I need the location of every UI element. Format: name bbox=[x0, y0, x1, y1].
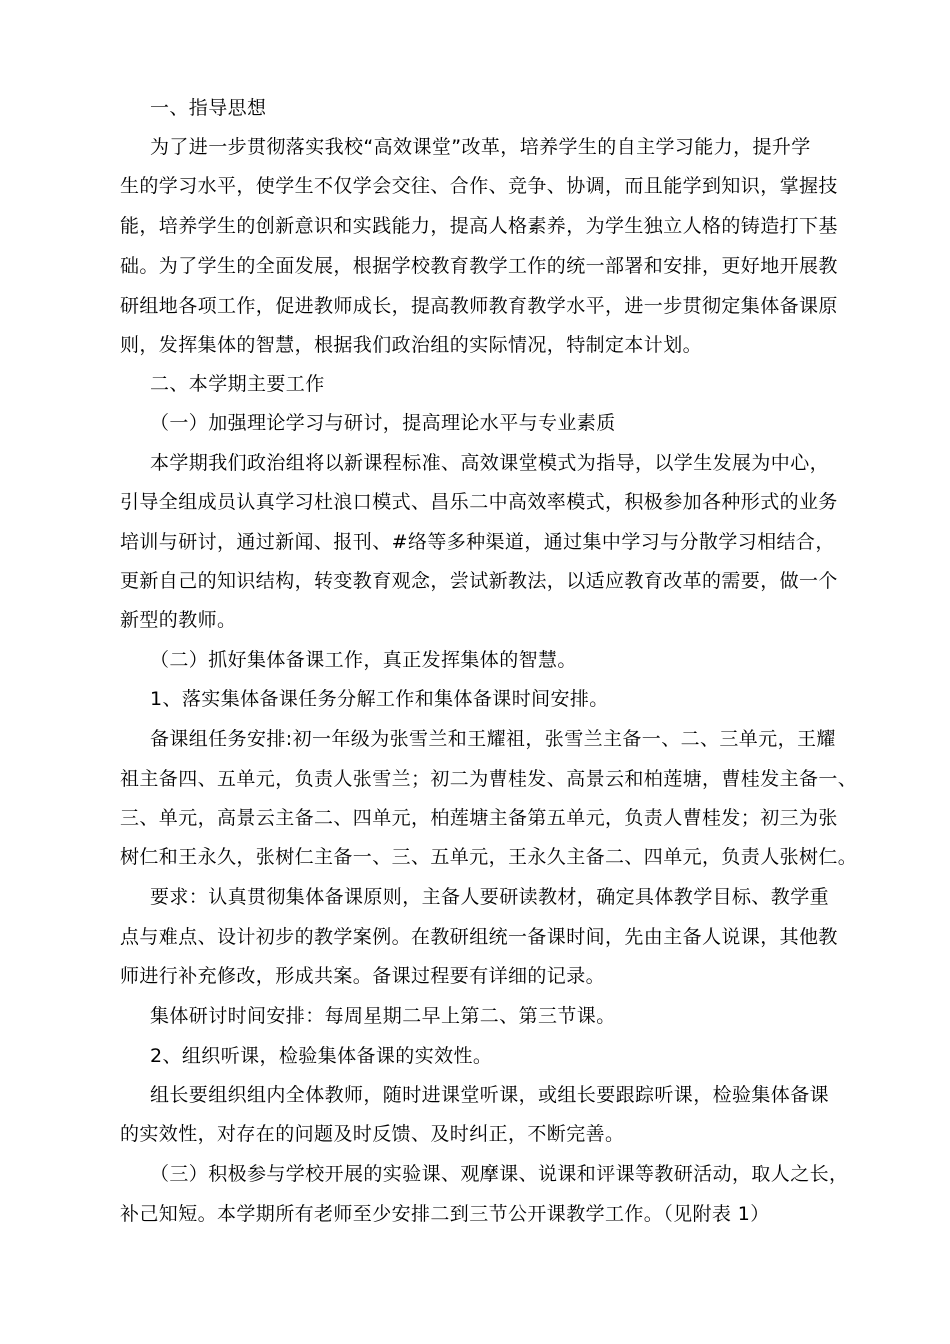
paragraph-line: 点与难点、设计初步的教学案例。在教研组统一备课时间，先由主备人说课，其他教 bbox=[120, 926, 838, 948]
paragraph-line: 引导全组成员认真学习杜浪口模式、昌乐二中高效率模式，积极参加各种形式的业务 bbox=[120, 491, 838, 513]
paragraph-line: 为了进一步贯彻落实我校“高效课堂”改革，培养学生的自主学习能力，提升学 bbox=[150, 136, 811, 158]
paragraph-line: 集体研讨时间安排：每周星期二早上第二、第三节课。 bbox=[150, 1005, 616, 1027]
subsection-heading-2: （二）抓好集体备课工作，真正发挥集体的智慧。 bbox=[150, 649, 577, 671]
section-heading-2: 二、本学期主要工作 bbox=[150, 373, 325, 395]
paragraph-line: 新型的教师。 bbox=[120, 609, 237, 631]
paragraph-line: 祖主备四、五单元，负责人张雪兰；初二为曹桂发、高景云和柏莲塘，曹桂发主备一、 bbox=[120, 768, 858, 790]
paragraph-line: 的实效性，对存在的问题及时反馈、及时纠正，不断完善。 bbox=[120, 1123, 625, 1145]
paragraph-line: 师进行补充修改，形成共案。备课过程要有详细的记录。 bbox=[120, 965, 606, 987]
paragraph-line: 1、落实集体备课任务分解工作和集体备课时间安排。 bbox=[150, 688, 609, 710]
paragraph-line: 更新自己的知识结构，转变教育观念，尝试新教法，以适应教育改革的需要，做一个 bbox=[120, 570, 838, 592]
paragraph-line: 生的学习水平，使学生不仅学会交往、合作、竞争、协调，而且能学到知识，掌握技 bbox=[120, 175, 838, 197]
subsection-heading-3: （三）积极参与学校开展的实验课、观摩课、说课和评课等教研活动，取人之长， bbox=[150, 1163, 849, 1185]
paragraph-line: 树仁和王永久，张树仁主备一、三、五单元，王永久主备二、四单元，负责人张树仁。 bbox=[120, 846, 858, 868]
paragraph-line: 补己知短。本学期所有老师至少安排二到三节公开课教学工作。（见附表 1） bbox=[120, 1203, 770, 1225]
paragraph-line: 研组地各项工作，促进教师成长，提高教师教育教学水平，进一步贯彻定集体备课原 bbox=[120, 295, 838, 317]
paragraph-line: 本学期我们政治组将以新课程标准、高效课堂模式为指导，以学生发展为中心， bbox=[150, 452, 830, 474]
paragraph-line: 培训与研讨，通过新闻、报刊、#络等多种渠道，通过集中学习与分散学习相结合， bbox=[120, 531, 835, 553]
paragraph-line: 备课组任务安排:初一年级为张雪兰和王耀祖，张雪兰主备一、二、三单元，王耀 bbox=[150, 728, 836, 750]
paragraph-line: 则，发挥集体的智慧，根据我们政治组的实际情况，特制定本计划。 bbox=[120, 334, 703, 356]
paragraph-line: 2、组织听课，检验集体备课的实效性。 bbox=[150, 1045, 493, 1067]
paragraph-line: 要求：认真贯彻集体备课原则，主备人要研读教材，确定具体教学目标、教学重 bbox=[150, 886, 830, 908]
paragraph-line: 能，培养学生的创新意识和实践能力，提高人格素养，为学生独立人格的铸造打下基 bbox=[120, 215, 838, 237]
section-heading-1: 一、指导思想 bbox=[150, 97, 267, 119]
paragraph-line: 三、单元，高景云主备二、四单元，柏莲塘主备第五单元，负责人曹桂发；初三为张 bbox=[120, 807, 838, 829]
paragraph-line: 础。为了学生的全面发展，根据学校教育教学工作的统一部署和安排，更好地开展教 bbox=[120, 255, 838, 277]
paragraph-line: 组长要组织组内全体教师，随时进课堂听课，或组长要跟踪听课，检验集体备课 bbox=[150, 1084, 830, 1106]
subsection-heading-1: （一）加强理论学习与研讨，提高理论水平与专业素质 bbox=[150, 412, 616, 434]
